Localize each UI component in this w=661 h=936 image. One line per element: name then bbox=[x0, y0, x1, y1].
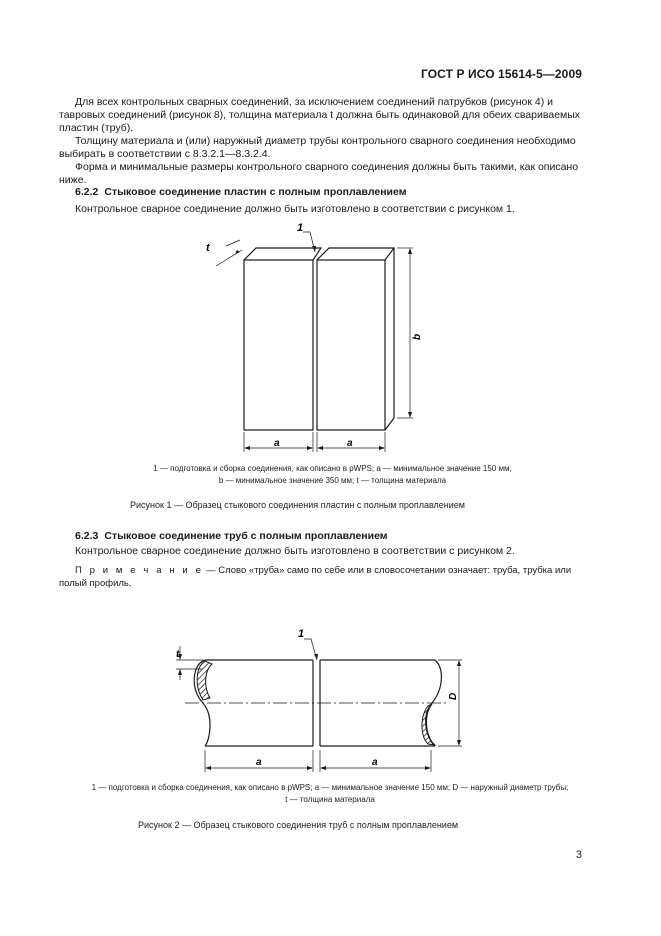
right-wall-section bbox=[422, 704, 435, 745]
label-D: D bbox=[448, 692, 459, 700]
intro-paragraph-1: Для всех контрольных сварных соединений, за исключением соединений патрубков (рисунок 4) и тавровых соединений (рисунок 8), толщина материала t должна быть одинаковой для обеих свариваемых пластин (труб). bbox=[59, 96, 581, 134]
figure-1-plate-drawing bbox=[195, 218, 435, 458]
section-text-6-2-2: Контрольное сварное соединение должно быть изготовлено в соответствии с рисунком 1. bbox=[75, 203, 515, 215]
intro-paragraph-2: Толщину материала и (или) наружный диаметр трубы контрольного сварного соединения необходимо выбирать в соответствии с 8.3.2.1—8.3.2.4. bbox=[59, 135, 576, 160]
figure-1-legend-line-2: b — минимальное значение 350 мм; t — толщина материала bbox=[218, 476, 447, 485]
page-number: 3 bbox=[575, 849, 582, 861]
left-wall-section bbox=[197, 661, 212, 700]
note-label: П р и м е ч а н и е bbox=[75, 565, 204, 576]
label-t: t bbox=[206, 242, 210, 254]
label-b: b bbox=[412, 333, 423, 340]
right-plate bbox=[317, 260, 385, 430]
intro-text bbox=[59, 96, 583, 187]
label-a-left: a bbox=[256, 757, 262, 768]
figure-1-caption: Рисунок 1 — Образец стыкового соединения пластин с полным проплавлением bbox=[130, 500, 465, 510]
right-plate-top bbox=[317, 248, 394, 430]
section-heading-6-2-2 bbox=[75, 186, 406, 198]
figure-1-legend-line-1: 1 — подготовка и сборка соединения, как описано в pWPS; a — минимальное значение 150 мм, bbox=[153, 464, 512, 473]
section-number: 6.2.3 bbox=[75, 530, 99, 542]
section-title: Стыковое соединение пластин с полным проплавлением bbox=[104, 186, 407, 198]
label-1: 1 bbox=[297, 222, 304, 234]
section-number: 6.2.2 bbox=[75, 186, 99, 198]
figure-2-caption: Рисунок 2 — Образец стыкового соединения труб с полным проплавлением bbox=[138, 820, 459, 830]
figure-2-legend-line-1: 1 — подготовка и сборка соединения, как описано в pWPS; a — минимальное значение 150 мм; D — наружный диаметр трубы; bbox=[91, 783, 569, 792]
label-1: 1 bbox=[298, 628, 305, 640]
note-text: — Слово «труба» само по себе или в словосочетании означает: труба, трубка или полый профиль. bbox=[59, 565, 572, 589]
leader-1 bbox=[303, 232, 315, 252]
label-t: t bbox=[176, 649, 180, 660]
intro-paragraph-3: Форма и минимальные размеры контрольного сварного соединения должны быть такими, как описано ниже. bbox=[59, 161, 579, 186]
note-paragraph bbox=[59, 564, 583, 590]
leader-1 bbox=[304, 639, 317, 660]
section-title: Стыковое соединение труб с полным проплавлением bbox=[104, 530, 388, 542]
section-text-6-2-3: Контрольное сварное соединение должно быть изготовлено в соответствии с рисунком 2. bbox=[75, 545, 515, 557]
label-a-left: a bbox=[274, 438, 280, 449]
figure-2-pipe-drawing bbox=[160, 620, 480, 780]
figure-1-legend bbox=[60, 463, 605, 487]
document-header: ГОСТ Р ИСО 15614-5—2009 bbox=[420, 67, 582, 81]
left-plate bbox=[244, 260, 313, 430]
figure-2-legend-line-2: t — толщина материала bbox=[285, 795, 375, 804]
section-heading-6-2-3 bbox=[75, 530, 388, 542]
label-a-right: a bbox=[347, 438, 353, 449]
left-plate-top bbox=[244, 248, 321, 260]
label-a-right: a bbox=[372, 757, 378, 768]
figure-2-legend bbox=[30, 782, 630, 806]
